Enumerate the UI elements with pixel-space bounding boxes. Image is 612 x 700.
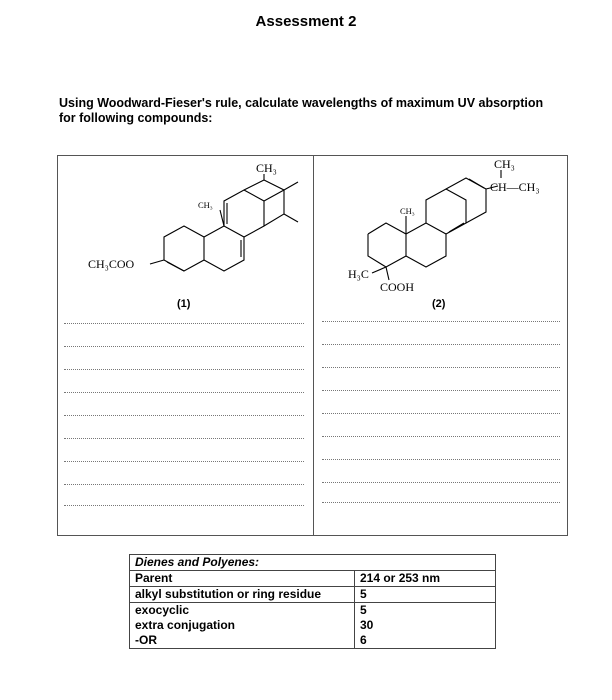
table-row [130,633,496,649]
table-row [130,587,496,603]
answer-line[interactable] [64,484,304,485]
answer-line[interactable] [64,323,304,324]
answer-line[interactable] [64,369,304,370]
instructions [59,96,579,126]
compound-1-angular-methyl: CH₃ [198,200,213,210]
woodward-fieser-table [129,554,496,649]
answer-line[interactable] [64,461,304,462]
compound-2-structure [314,156,568,296]
table-heading-row [130,555,496,571]
answer-line[interactable] [64,438,304,439]
rule-value: 214 or 253 nm [355,571,496,587]
instructions-line-1: Using Woodward-Fieser's rule, calculate wavelengths of maximum UV absorption [59,96,544,110]
rule-name: alkyl substitution or ring residue [130,587,355,603]
answer-line[interactable] [322,436,560,437]
compound-2-acid: COOH [380,280,415,294]
answer-line[interactable] [64,346,304,347]
rule-name: Parent [130,571,355,587]
rule-name: exocyclic [130,603,355,619]
rule-value: 30 [355,618,496,633]
compound-1-gem-methyl: CH₃ [256,161,277,175]
answer-line[interactable] [322,413,560,414]
compound-2-isopropyl-top: CH₃ [494,157,515,171]
instructions-line-2: for following compounds: [59,111,213,125]
compound-1-panel [58,156,313,535]
answer-line[interactable] [64,505,304,506]
answer-line[interactable] [322,502,560,503]
rule-value: 5 [355,603,496,619]
compound-1-label: (1) [177,298,191,310]
compound-2-angular-methyl: CH₃ [400,206,415,216]
answer-line[interactable] [322,482,560,483]
table-heading: Dienes and Polyenes: [130,555,496,571]
compound-1-structure [58,156,313,296]
compound-2-methyl: H₃C [348,267,369,281]
answer-line[interactable] [64,392,304,393]
compound-1-acetate: CH₃COO [88,257,135,271]
answer-line[interactable] [322,390,560,391]
rule-value: 5 [355,587,496,603]
answer-line[interactable] [322,367,560,368]
compound-box [57,155,568,536]
rule-name: -OR [130,633,355,649]
table-row [130,571,496,587]
answer-line[interactable] [322,321,560,322]
compound-2-label: (2) [432,298,446,310]
compound-2-panel [314,156,568,535]
rule-name: extra conjugation [130,618,355,633]
compound-2-isopropyl-mid: CH—CH₃ [490,180,540,194]
table-row [130,618,496,633]
table-row [130,603,496,619]
page-title: Assessment 2 [255,13,357,30]
answer-line[interactable] [322,459,560,460]
answer-line[interactable] [64,415,304,416]
answer-line[interactable] [322,344,560,345]
rule-value: 6 [355,633,496,649]
